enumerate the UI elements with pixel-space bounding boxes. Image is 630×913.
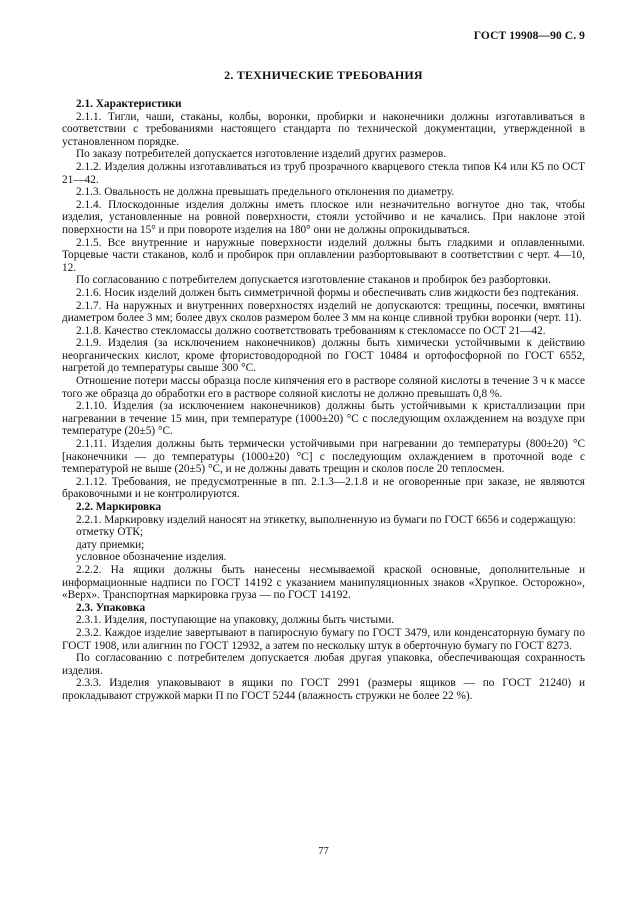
paragraph: 2.1.8. Качество стекломассы должно соответствовать требованиям к стекломассе по ОСТ 21—42. <box>76 324 546 337</box>
paragraph: 2.1.1. Тигли, чаши, стаканы, колбы, воронки, пробирки и наконечники должны изготавливаться в соответствии с требованиями настоящего стандарта по технической документации, утвержденной в установленном порядке. <box>62 110 585 148</box>
paragraph: 2.1.10. Изделия (за исключением наконечников) должны быть устойчивыми к кристаллизации при нагревании в течение 15 мин, при температуре (1000±20) °С с последующим охлаждением на воздухе при температуре (20±5) °С. <box>62 400 585 438</box>
paragraph: 2.1.2. Изделия должны изготавливаться из труб прозрачного кварцевого стекла типов К4 или К5 по ОСТ 21—42. <box>62 160 585 186</box>
section-title: 2. ТЕХНИЧЕСКИЕ ТРЕБОВАНИЯ <box>224 68 423 82</box>
paragraph: 2.1.3. Овальность не должна превышать предельного отклонения по диаметру. <box>76 186 455 199</box>
paragraph: 2.1.12. Требования, не предусмотренные в пп. 2.1.3—2.1.8 и не оговоренные при заказе, не являются браковочными и не контролируются. <box>62 475 585 501</box>
paragraph: По согласованию с потребителем допускается изготовление стаканов и пробирок без разбортовки. <box>76 274 551 287</box>
paragraph: 2.2.2. На ящики должны быть нанесены несмываемой краской основные, дополнительные и информационные надписи по ГОСТ 14192 с указанием манипуляционных знаков «Хрупкое. Осторожно», «Верх». Транспортная маркировка груза — по ГОСТ 14192. <box>62 563 585 602</box>
paragraph: 2.1.11. Изделия должны быть термически устойчивыми при нагревании до температуры (800±20) °С [наконечники — до температуры (1000±20) °С] с последующим охлаждением в проточной воде с температурой не выше (20±5) °С, и не должны давать трещин и сколов после 20 теплосмен. <box>62 438 585 476</box>
paragraph: 2.2.1. Маркировку изделий наносят на этикетку, выполненную из бумаги по ГОСТ 6656 и содержащую: <box>76 513 576 526</box>
paragraph: Отношение потери массы образца после кипячения его в растворе соляной кислоты в течение 3 ч к массе того же образца до обработки его в растворе соляной кислоты не должно превышать 0,8 %. <box>62 375 585 400</box>
paragraph: 2.1.5. Все внутренние и наружные поверхности изделий должны быть гладкими и оплавленными. Торцевые части стаканов, колб и пробирок при оплавлении разбортовывают в соответствии с черт. 4—10, 12. <box>62 236 585 274</box>
paragraph: По заказу потребителей допускается изготовление изделий других размеров. <box>76 148 447 161</box>
paragraph: 2.1.9. Изделия (за исключением наконечников) должны быть химически устойчивыми к действию неорганических кислот, кроме фтористоводородной по ГОСТ 10484 и ортофосфорной по ГОСТ 6552, нагретой до температуры свыше 300 °С. <box>62 337 585 375</box>
paragraph: 2.3.2. Каждое изделие завертывают в папиросную бумагу по ГОСТ 3479, или конденсаторную бумагу по ГОСТ 1908, или алигнин по ГОСТ 12932, а затем по нескольку штук в оберточную бумагу по ГОСТ 8273. <box>62 626 585 652</box>
list-item: дату приемки; <box>76 538 145 551</box>
subsection-heading: 2.2. Маркировка <box>76 501 162 513</box>
paragraph: 2.1.4. Плоскодонные изделия должны иметь плоское или незначительно вогнутое дно так, чтобы изделия, установленные на ровной поверхности, стояли устойчиво и не качались. При наклоне этой поверхности на 15° и при повороте изделия на 180° они не должны опрокидываться. <box>62 198 585 236</box>
page-number: 77 <box>318 846 329 857</box>
paragraph: 2.1.6. Носик изделий должен быть симметричной формы и обеспечивать слив жидкости без подтекания. <box>76 286 579 299</box>
paragraph: 2.3.1. Изделия, поступающие на упаковку, должны быть чистыми. <box>76 614 395 627</box>
list-item: отметку ОТК; <box>76 526 144 539</box>
subsection-heading: 2.3. Упаковка <box>76 601 146 614</box>
document-page <box>62 30 585 857</box>
page-header: ГОСТ 19908—90 С. 9 <box>473 30 585 42</box>
paragraph: 2.3.3. Изделия упаковывают в ящики по ГОСТ 2991 (размеры ящиков — по ГОСТ 21240) и прокладывают стружкой марки П по ГОСТ 5244 (влажность стружки не более 22 %). <box>62 677 585 702</box>
paragraph: По согласованию с потребителем допускается любая другая упаковка, обеспечивающая сохранность изделия. <box>62 652 585 677</box>
paragraph: 2.1.7. На наружных и внутренних поверхностях изделий не допускаются: трещины, посечки, вмятины диаметром более 3 мм; более двух сколов размером более 3 мм на конце сливной трубки воронки (черт. 11). <box>62 299 585 325</box>
subsection-heading: 2.1. Характеристики <box>76 98 182 110</box>
list-item: условное обозначение изделия. <box>76 551 227 564</box>
